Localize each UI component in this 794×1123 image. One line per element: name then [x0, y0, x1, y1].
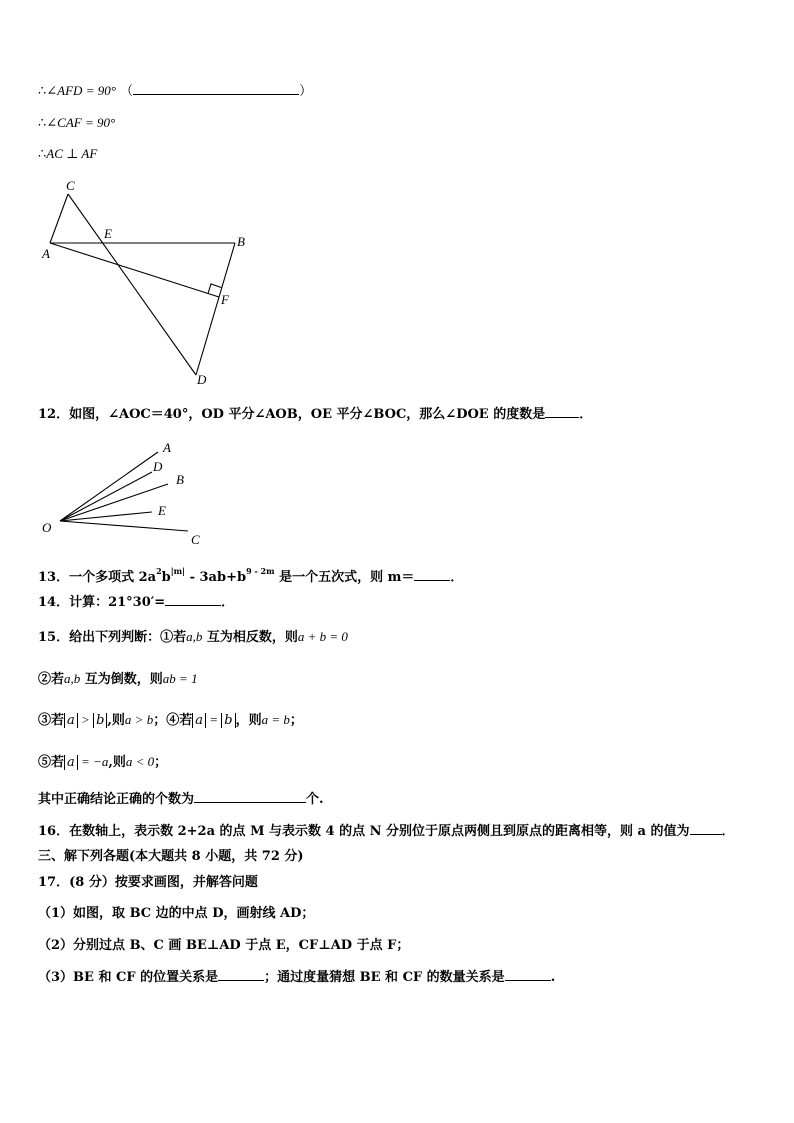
- label-b: B: [237, 234, 245, 249]
- therefore-symbol: ∴: [38, 147, 47, 162]
- angle-afd-expr: ∠AFD = 90°: [46, 83, 116, 98]
- q13-tail: ．: [450, 570, 464, 585]
- q15-e2: ab = 1: [162, 671, 198, 686]
- q14-tail: ．: [221, 595, 235, 610]
- q15-e3: a > b: [124, 712, 154, 727]
- figure-angles: [0, 0, 794, 560]
- q13-sup-1: 2: [156, 566, 162, 576]
- q15-end4: ；: [289, 713, 303, 728]
- q12-text: 12．如图，∠AOC＝40°，OD 平分∠AOB，OE 平分∠BOC，那么∠DOE 的度数是: [38, 407, 546, 422]
- q13-blank: [414, 568, 450, 581]
- question-13: [38, 562, 463, 587]
- q13-sup-3: 9 - 2m: [246, 566, 275, 576]
- q17-p3b: ；通过度量猜想 BE 和 CF 的数量关系是: [264, 970, 505, 985]
- q15-c3: ③若: [38, 713, 65, 728]
- label-b: B: [176, 472, 184, 487]
- question-16: [38, 822, 735, 841]
- ray-oc: [60, 521, 188, 531]
- question-15-item-5: [38, 753, 167, 772]
- label-d: D: [153, 459, 163, 474]
- q17-p3a: （3）BE 和 CF 的位置关系是: [38, 970, 219, 985]
- q17-p3c: .: [550, 970, 556, 985]
- q15-c2: ②若: [38, 672, 65, 687]
- label-f: F: [221, 292, 229, 307]
- label-d: D: [197, 372, 207, 387]
- question-17-part-3: [38, 968, 555, 987]
- q15-ab-1: a,b: [186, 629, 203, 644]
- label-e: E: [104, 226, 112, 241]
- question-15-intro: [38, 628, 348, 647]
- q14-blank: [165, 593, 221, 606]
- section-3-heading: 三、解下列各题(本大题共 8 小题，共 72 分): [38, 849, 304, 864]
- q13-sup-2: |m|: [170, 566, 186, 576]
- ray-oa: [60, 452, 158, 521]
- label-a: A: [42, 246, 50, 261]
- perpendicular-expr: AC ⊥ AF: [46, 146, 98, 161]
- q15-s1: 互为相反数，则: [202, 630, 298, 645]
- abs-b-2: b: [221, 713, 235, 728]
- q15-intro: 15．给出下列判断：①若: [38, 630, 187, 645]
- q14-text: 14．计算：21°30′=: [38, 595, 166, 610]
- eq-sign: =: [205, 712, 222, 727]
- q15-e1: a + b = 0: [297, 629, 348, 644]
- q16-tail: ．: [721, 824, 735, 839]
- q17-blank-2: [505, 968, 551, 981]
- question-17-part-2: （2）分别过点 B、C 画 BE⊥AD 于点 E，CF⊥AD 于点 F；: [38, 938, 410, 953]
- q15-e4: a = b: [261, 712, 290, 727]
- label-o: O: [42, 520, 52, 535]
- q17-blank-1: [218, 968, 264, 981]
- question-15-conclusion: [38, 790, 324, 809]
- label-c: C: [66, 178, 75, 193]
- q15-s2: 互为倒数，则: [80, 672, 163, 687]
- open-paren: （: [120, 84, 134, 99]
- abs-b: b: [93, 713, 107, 728]
- q13-pre: 13．一个多项式 2a: [38, 570, 157, 585]
- q16-text: 16．在数轴上，表示数 2+2a 的点 M 与表示数 4 的点 N 分别位于原点两侧且到原点的距离相等，则 a 的值为: [38, 824, 690, 839]
- abs-a-3: a: [64, 755, 78, 770]
- q15-sep: ；④若: [153, 713, 193, 728]
- q13-post: 是一个五次式，则 m＝: [274, 570, 415, 585]
- q15-e5a: = −a: [77, 754, 109, 769]
- q15-concl-tail: 个.: [306, 792, 324, 807]
- q12-tail: ．: [579, 407, 593, 422]
- angle-caf-expr: ∠CAF = 90°: [46, 115, 116, 130]
- q15-c5: ⑤若: [38, 755, 65, 770]
- q15-concl: 其中正确结论正确的个数为: [38, 792, 195, 807]
- q15-end5: ；: [154, 755, 168, 770]
- q15-ab-2: a,b: [64, 671, 81, 686]
- q15-s3: ,则: [107, 713, 125, 728]
- gt-sign: >: [77, 712, 94, 727]
- q15-s4: ，则: [235, 713, 262, 728]
- q13-mid-2: - 3ab+b: [185, 570, 247, 585]
- therefore-symbol: ∴: [38, 84, 47, 99]
- label-c: C: [191, 532, 200, 547]
- question-15-item-2: [38, 670, 198, 689]
- question-14: [38, 593, 234, 612]
- label-a: A: [163, 440, 171, 455]
- question-17-part-1: （1）如图，取 BC 边的中点 D，画射线 AD；: [38, 906, 315, 921]
- question-17-title: 17．(8 分）按要求画图，并解答问题: [38, 875, 258, 890]
- q15-e5b: a < 0: [125, 754, 155, 769]
- q16-blank: [690, 822, 722, 835]
- q15-s5: ,则: [108, 755, 126, 770]
- abs-a: a: [64, 713, 78, 728]
- abs-a-2: a: [192, 713, 206, 728]
- question-15-item-3-4: [38, 711, 303, 730]
- therefore-symbol: ∴: [38, 116, 47, 131]
- q15-blank: [194, 790, 306, 803]
- q13-mid-1: b: [161, 570, 171, 585]
- close-paren: ）: [299, 84, 313, 99]
- label-e: E: [158, 503, 166, 518]
